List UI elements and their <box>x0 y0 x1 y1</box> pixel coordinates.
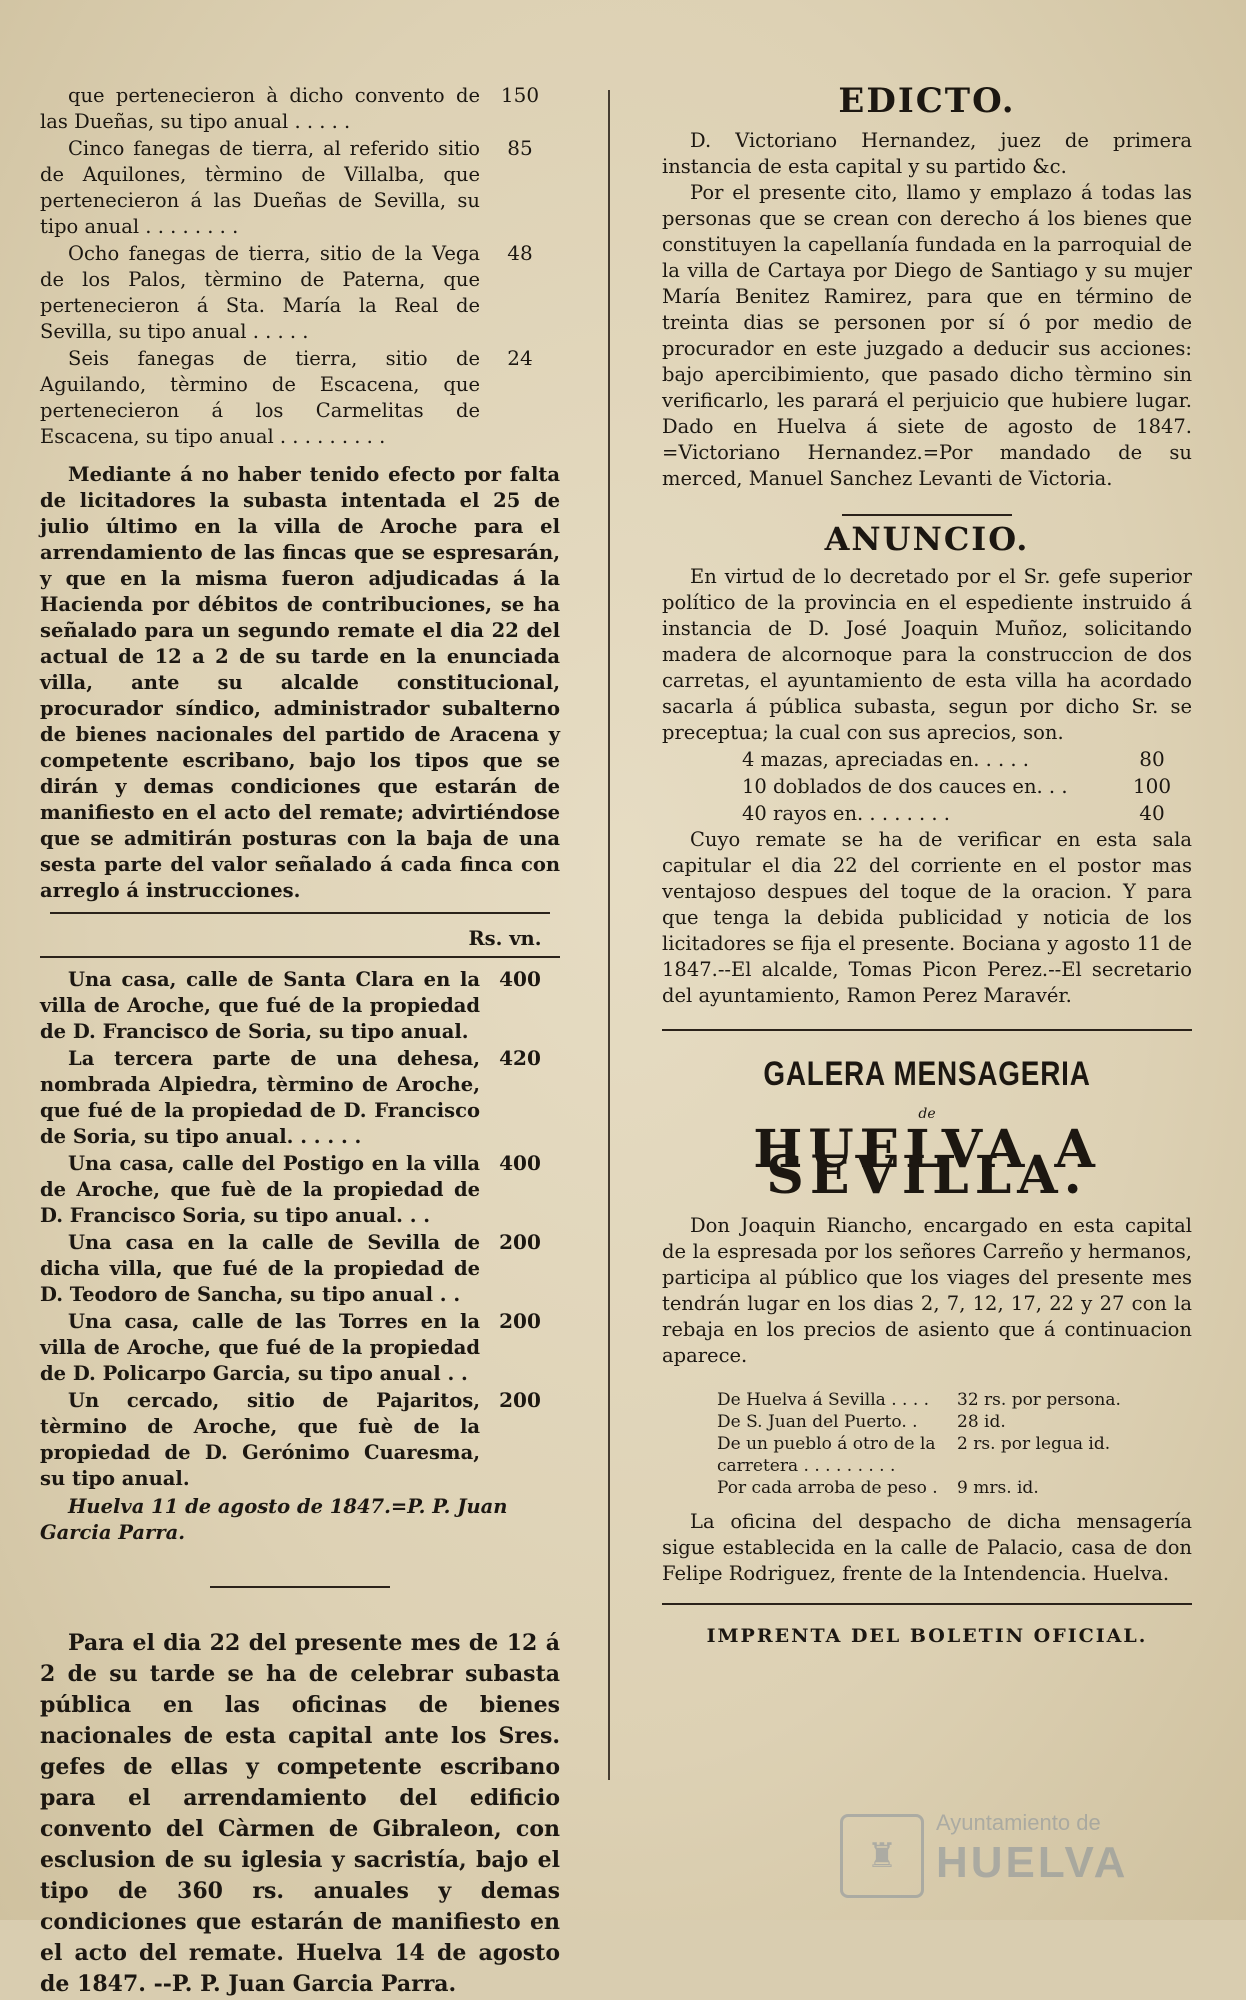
fare-row <box>717 1389 1192 1411</box>
mediante-paragraph: Mediante á no haber tenido efecto por falta de licitadores la subasta intentada el 25 de julio último en la villa de Aroche para el arrendamiento de las fincas que se espresarán, y que en la misma fueron adjudicadas á la Hacienda por débitos de contribuciones, se ha señalado para un segundo remate el dia 22 del actual de 12 a 2 de su tarde en la enunciada villa, ante su alcalde constitucional, procurador síndico, administrador subalterno de bienes nacionales del partido de Aracena y competente escribano, bajo los tipos que se dirán y demas condiciones que estarán de manifiesto en el acto del remate; advirtiéndose que se admitirán posturas con la baja de una sesta parte del valor señalado á cada finca con arreglo á instrucciones. <box>40 463 560 902</box>
list-item <box>40 1150 560 1229</box>
convento-notice: Para el dia 22 del presente mes de 12 á 2 de su tarde se ha de celebrar subasta pública en las oficinas de bienes nacionales de esta capital ante los Sres. gefes de ellas y competente escribano para el arrendamiento del edificio convento del Càrmen de Gibraleon, con esclusion de su iglesia y sacristía, bajo el tipo de 360 rs. anuales y demas condiciones que estarán de manifiesto en el acto del remate. Huelva 14 de agosto de 1847. --P. P. Juan Garcia Parra. <box>40 1630 560 1997</box>
galera-paragraph-1: Don Joaquin Riancho, encargado en esta capital de la espresada por los señores Carreño y hermanos, participa al público que los viages del presente mes tendrán lugar en los dias 2, 7, 12, 17, 22 y 27 con la rebaja en los precios de asiento que á continuacion aparece. <box>662 1214 1192 1367</box>
item-amount: 150 <box>500 83 540 107</box>
item-text: que pertenecieron à dicho convento de las Dueñas, su tipo anual . . . . . <box>40 84 480 133</box>
separator <box>842 514 1012 516</box>
item-text: 40 rayos en. . . . . . . . <box>742 802 950 825</box>
anuncio-title: ANUNCIO. <box>824 520 1030 558</box>
currency-header: Rs. vn. <box>468 927 542 950</box>
list-item <box>40 1045 560 1150</box>
fare-price: 9 mrs. id. <box>957 1478 1039 1498</box>
item-text: Seis fanegas de tierra, sitio de Aguilando, tèrmino de Escacena, que pertenecieron á los Carmelitas de Escacena, su tipo anual . . . . . . . . . <box>40 347 480 448</box>
item-text: Una casa, calle de las Torres en la villa de Aroche, que fué de la propiedad de D. Policarpo Garcia, su tipo anual . . <box>40 1310 480 1385</box>
fare-route: De Huelva á Sevilla . . . . <box>717 1390 930 1410</box>
item-amount: 85 <box>507 136 533 160</box>
item-amount: 100 <box>1132 774 1172 798</box>
edicto-paragraph-2: Por el presente cito, llamo y emplazo á todas las personas que se crean con derecho á los bienes que constituyen la capellanía fundada en la parroquial de la villa de Cartaya por Diego de Santiago y su mujer María Benitez Ramirez, para que en término de treinta dias se personen por sí ó por medio de procurador en este juzgado a deducir sus acciones: bajo apercibimiento, que pasado dicho tèrmino sin verificarlo, les parará el perjuicio que hubiere lugar. Dado en Huelva á siete de agosto de 1847. =Victoriano Hernandez.=Por mandado de su merced, Manuel Sanchez Levanti de Victoria. <box>662 181 1192 490</box>
list-item <box>742 773 1192 800</box>
archive-watermark: ♜ Ayuntamiento de HUELVA <box>840 1806 1170 1898</box>
fare-price: 32 rs. por persona. <box>957 1390 1121 1410</box>
route-heading: HUELVA A SEVILLA. <box>753 1119 1101 1206</box>
item-amount: 200 <box>499 1309 541 1333</box>
list-item <box>40 966 560 1045</box>
item-text: 4 mazas, apreciadas en. . . . . <box>742 748 1029 771</box>
timber-list <box>662 746 1192 827</box>
right-column <box>662 82 1192 1649</box>
anuncio-paragraph-1: En virtud de lo decretado por el Sr. gefe superior político de la provincia en el espediente instruido á instancia de D. José Joaquin Muñoz, solicitando madera de alcornoque para la construccion de dos carretas, el ayuntamiento de esta villa ha acordado sacarla á pública subasta, segun por dicho Sr. se preceptua; la cual con sus aprecios, son. <box>662 565 1192 744</box>
item-text: 10 doblados de dos cauces en. . . <box>742 775 1068 798</box>
fare-row <box>717 1433 1192 1477</box>
item-text: Cinco fanegas de tierra, al referido sitio de Aquilones, tèrmino de Villalba, que pertenecieron á las Dueñas de Sevilla, su tipo anual . . . . . . . . <box>40 137 480 238</box>
list-item <box>742 800 1192 827</box>
item-text: Una casa en la calle de Sevilla de dicha villa, que fué de la propiedad de D. Teodoro de Sancha, su tipo anual . . <box>40 1231 480 1306</box>
column-divider <box>608 90 610 1780</box>
item-text: La tercera parte de una dehesa, nombrada Alpiedra, tèrmino de Aroche, que fué de la propiedad de D. Francisco de Soria, su tipo anual. . . . . . <box>40 1047 480 1148</box>
item-amount: 400 <box>499 1151 541 1175</box>
property-list-2 <box>40 966 560 1492</box>
item-text: Ocho fanegas de tierra, sitio de la Vega de los Palos, tèrmino de Paterna, que pertenecieron á Sta. María la Real de Sevilla, su tipo anual . . . . . <box>40 242 480 343</box>
separator <box>662 1029 1192 1031</box>
fare-route: De un pueblo á otro de la carretera . . . . . . . . . <box>717 1434 936 1476</box>
galera-heading: GALERA MENSAGERIA <box>763 1055 1091 1093</box>
list-item <box>40 345 560 450</box>
item-text: Una casa, calle de Santa Clara en la villa de Aroche, que fué de la propiedad de D. Francisco de Soria, su tipo anual. <box>40 968 480 1043</box>
fare-price: 28 id. <box>957 1412 1006 1432</box>
item-amount: 48 <box>507 241 533 265</box>
item-amount: 420 <box>499 1046 541 1070</box>
separator <box>40 956 560 958</box>
list-item <box>40 82 560 135</box>
edicto-title: EDICTO. <box>838 81 1016 121</box>
signature: Huelva 11 de agosto de 1847.=P. P. Juan Garcia Parra. <box>40 1495 508 1544</box>
separator <box>50 912 550 914</box>
fare-route: De S. Juan del Puerto. . <box>717 1412 918 1432</box>
fare-table <box>717 1389 1192 1499</box>
edicto-paragraph-1: D. Victoriano Hernandez, juez de primera instancia de esta capital y su partido &c. <box>662 129 1192 178</box>
property-list-1 <box>40 82 560 450</box>
anuncio-paragraph-2: Cuyo remate se ha de verificar en esta sala capitular el dia 22 del corriente en el postor mas ventajoso despues del toque de la oracion. Y para que tenga la debida publicidad y noticia de los licitadores se fija el presente. Bociana y agosto 11 de 1847.--El alcalde, Tomas Picon Perez.--El secretario del ayuntamiento, Ramon Perez Maravér. <box>662 828 1192 1007</box>
fare-row <box>717 1411 1192 1433</box>
item-amount: 200 <box>499 1388 541 1412</box>
list-item <box>40 1387 560 1492</box>
list-item <box>40 240 560 345</box>
item-amount: 80 <box>1139 747 1165 771</box>
left-column <box>40 82 560 2000</box>
item-text: Una casa, calle del Postigo en la villa de Aroche, que fuè de la propiedad de D. Francisco Soria, su tipo anual. . . <box>40 1152 480 1227</box>
coat-of-arms-icon: ♜ <box>840 1814 924 1898</box>
item-amount: 200 <box>499 1230 541 1254</box>
fare-price: 2 rs. por legua id. <box>957 1434 1111 1454</box>
galera-paragraph-2: La oficina del despacho de dicha mensagería sigue establecida en la calle de Palacio, casa de don Felipe Rodriguez, frente de la Intendencia. Huelva. <box>662 1510 1192 1585</box>
list-item <box>40 1308 560 1387</box>
item-amount: 40 <box>1139 801 1165 825</box>
item-amount: 400 <box>499 967 541 991</box>
fare-row <box>717 1477 1192 1499</box>
list-item <box>40 1229 560 1308</box>
list-item <box>742 746 1192 773</box>
list-item <box>40 135 560 240</box>
separator <box>210 1586 390 1588</box>
separator <box>662 1603 1192 1605</box>
item-text: Un cercado, sitio de Pajaritos, tèrmino de Aroche, que fuè de la propiedad de D. Gerónimo Cuaresma, su tipo anual. <box>40 1389 480 1490</box>
item-amount: 24 <box>507 346 533 370</box>
imprenta-footer: IMPRENTA DEL BOLETIN OFICIAL. <box>706 1625 1148 1647</box>
galera-de: de <box>918 1106 936 1122</box>
fare-route: Por cada arroba de peso . <box>717 1478 938 1498</box>
